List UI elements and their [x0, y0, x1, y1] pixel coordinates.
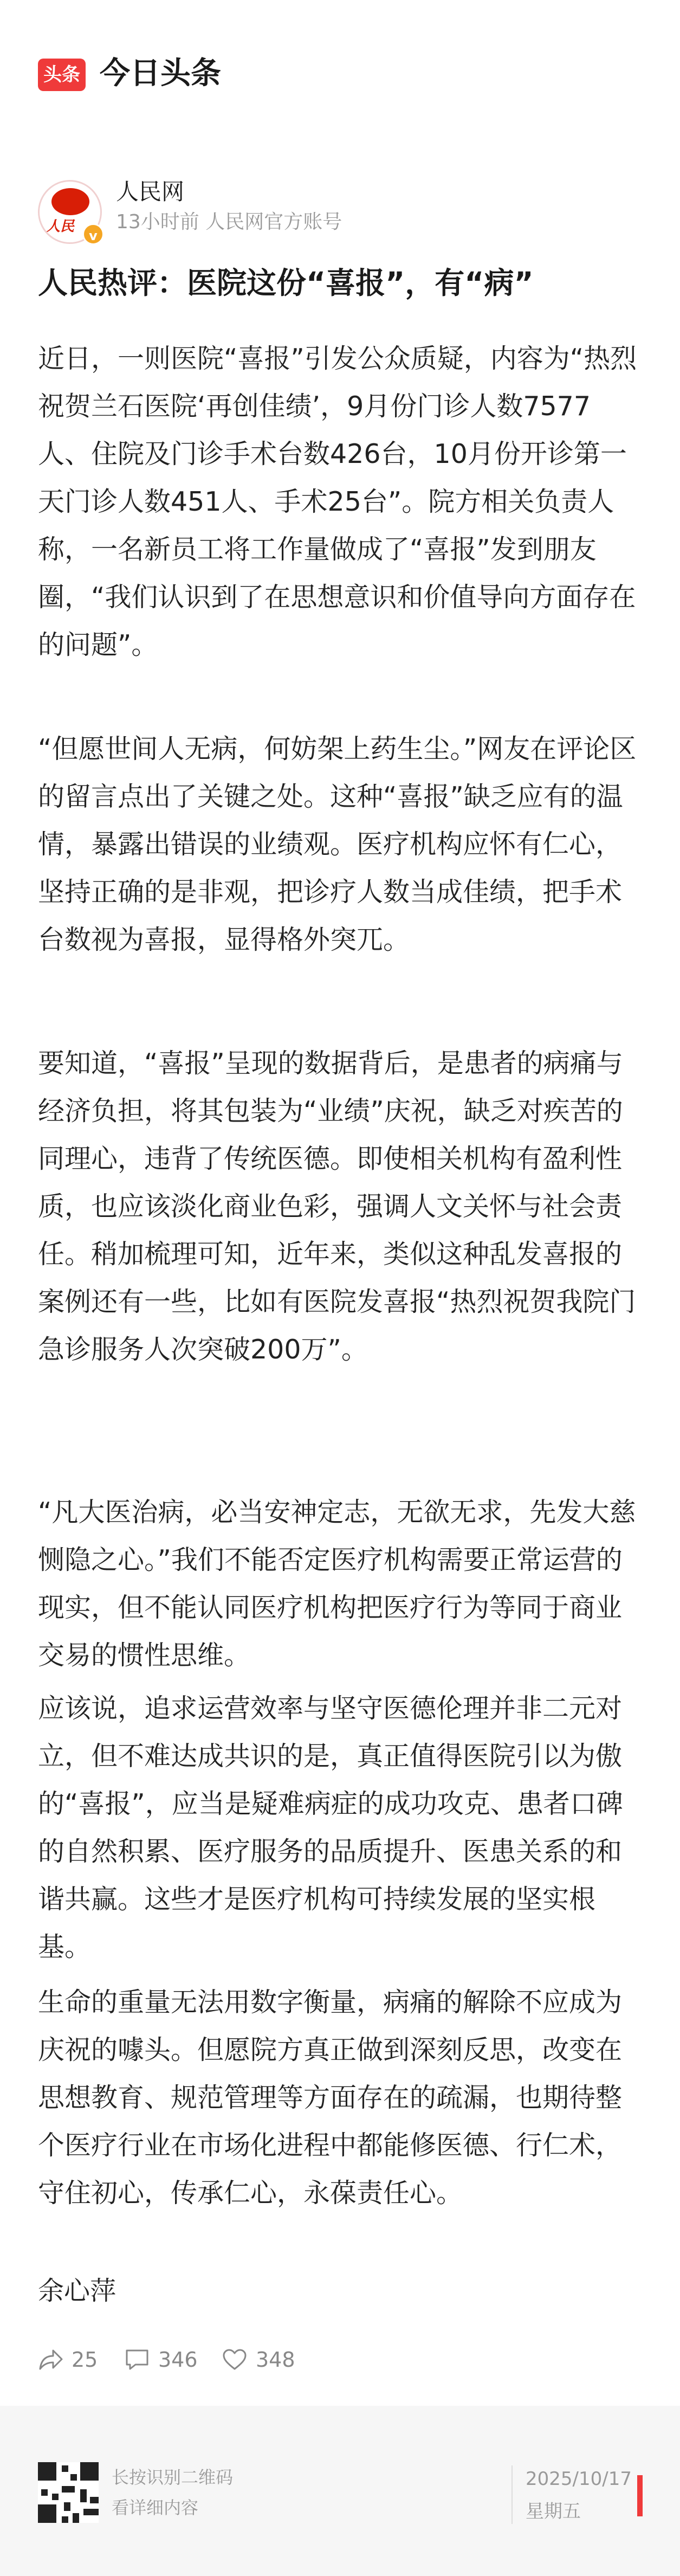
footer-weekday: 星期五 — [526, 2501, 581, 2522]
action-bar — [38, 2341, 417, 2379]
article-paragraph: 要知道，“喜报”呈现的数据背后，是患者的病痛与经济负担，将其包装为“业绩”庆祝，缺乏对疾苦的同理心，违背了传统医德。即使相关机构有盈利性质，也应该淡化商业色彩，强调人文关怀与社会责任。稍加梳理可知，近年来，类似这种乱发喜报的案例还有一些，比如有医院发喜报“热烈祝贺我院门急诊服务人次突破200万”。 — [38, 1048, 636, 1365]
app-title: 今日头条 — [100, 56, 221, 91]
article-paragraph: “凡大医治病，必当安神定志，无欲无求，先发大慈恻隐之心。”我们不能否定医疗机构需要正常运营的现实，但不能认同医疗机构把医疗行为等同于商业交易的惯性思维。 — [38, 1497, 636, 1671]
footer-date: 2025/10/17 — [526, 2468, 632, 2490]
qr-caption-line2: 看详细内容 — [112, 2497, 199, 2518]
author-meta: 13小时前 人民网官方账号 — [116, 211, 342, 233]
qr-caption-line1: 长按识别二维码 — [112, 2467, 234, 2488]
comment-count: 346 — [158, 2348, 198, 2372]
comment-button[interactable] — [125, 2341, 222, 2379]
share-button[interactable] — [38, 2341, 114, 2379]
people-daily-emblem-icon — [51, 188, 89, 215]
heart-icon — [222, 2348, 247, 2371]
like-count: 348 — [256, 2348, 295, 2372]
article-paragraph: 近日，一则医院“喜报”引发公众质疑，内容为“热烈祝贺兰石医院‘再创佳绩’，9月份门诊人数7577人、住院及门诊手术台数426台，10月份开诊第一天门诊人数451人、手术25台”。院方相关负责人称，一名新员工将工作量做成了“喜报”发到朋友圈，“我们认识到了在思想意识和价值导向方面存在的问题”。 — [38, 343, 637, 660]
avatar-label: 人民 — [46, 218, 75, 235]
footer-divider — [511, 2465, 513, 2524]
author-name[interactable]: 人民网 — [116, 178, 185, 205]
footer-accent-bar — [637, 2475, 643, 2516]
comment-icon — [125, 2348, 150, 2371]
share-icon — [38, 2348, 63, 2371]
share-count: 25 — [72, 2348, 98, 2372]
qr-code-icon[interactable] — [38, 2462, 99, 2523]
article-paragraph: 应该说，追求运营效率与坚守医德伦理并非二元对立，但不难达成共识的是，真正值得医院引以为傲的“喜报”，应当是疑难病症的成功攻克、患者口碑的自然积累、医疗服务的品质提升、医患关系的和谐共赢。这些才是医疗机构可持续发展的坚实根基。 — [38, 1693, 623, 1962]
toutiao-logo[interactable]: 头条 — [38, 59, 86, 91]
like-button[interactable] — [222, 2341, 320, 2379]
article-paragraph: “但愿世间人无病，何妨架上药生尘。”网友在评论区的留言点出了关键之处。这种“喜报”缺乏应有的温情，暴露出错误的业绩观。医疗机构应怀有仁心，坚持正确的是非观，把诊疗人数当成佳绩，把手术台数视为喜报，显得格外突兀。 — [38, 733, 637, 955]
article-paragraph: 生命的重量无法用数字衡量，病痛的解除不应成为庆祝的噱头。但愿院方真正做到深刻反思，改变在思想教育、规范管理等方面存在的疏漏，也期待整个医疗行业在市场化进程中都能修医德、行仁术，守住初心，传承仁心，永葆责任心。 — [38, 1987, 623, 2208]
article-title: 人民热评：医院这份“喜报”，有“病” — [38, 266, 534, 300]
verified-badge-icon: v — [82, 223, 104, 245]
article-signature: 余心萍 — [38, 2276, 116, 2306]
